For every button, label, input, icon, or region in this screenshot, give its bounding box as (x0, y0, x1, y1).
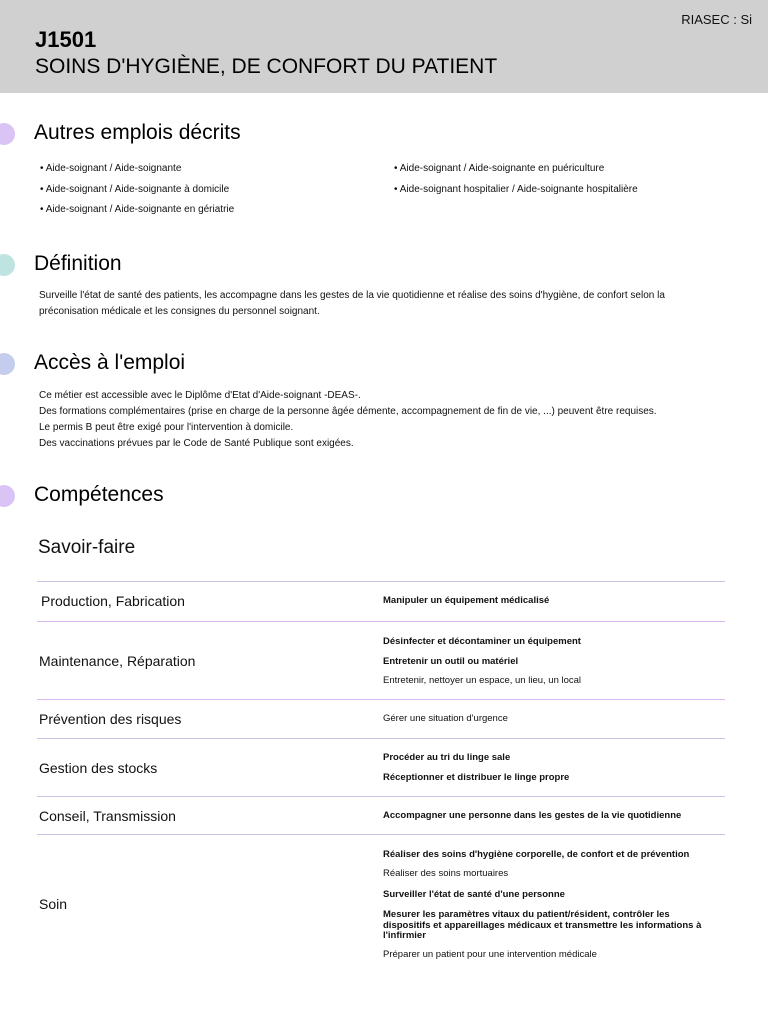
row-skill: Réaliser des soins d'hygiène corporelle, de confort et de prévention (383, 849, 690, 860)
row-category: Conseil, Transmission (39, 808, 176, 824)
row-skill: Réceptionner et distribuer le linge propre (383, 772, 570, 783)
job-title: SOINS D'HYGIÈNE, DE CONFORT DU PATIENT (35, 55, 498, 78)
row-skill: Entretenir, nettoyer un espace, un lieu, un local (383, 675, 582, 686)
definition-text: Surveille l'état de santé des patients, les accompagne dans les gestes de la vie quotidienne et réalise des soins d'hygiène, de confort selon la préconisation médicale et les consignes du personnel soignant. (39, 290, 665, 317)
row-skill: Accompagner une personne dans les gestes de la vie quotidienne (383, 810, 682, 821)
table-row (37, 738, 725, 797)
row-category: Soin (39, 896, 68, 912)
section-marker-dot (0, 123, 15, 145)
list-item: • Aide-soignant / Aide-soignante (40, 163, 182, 174)
list-item: • Aide-soignant hospitalier / Aide-soignante hospitalière (394, 183, 638, 195)
autres-emplois-col1 (40, 163, 234, 225)
row-category: Gestion des stocks (39, 760, 158, 776)
table-row (37, 834, 725, 971)
section-title-autres-emplois: Autres emplois décrits (34, 121, 241, 144)
row-skill: Préparer un patient pour une intervention médicale (383, 949, 597, 960)
list-item: • Aide-soignant / Aide-soignante à domicile (40, 183, 230, 195)
row-skill: Gérer une situation d'urgence (383, 713, 508, 724)
section-title-definition: Définition (34, 252, 122, 275)
row-category: Prévention des risques (39, 711, 182, 727)
table-row (37, 621, 725, 700)
row-skill: Entretenir un outil ou matériel (383, 656, 519, 667)
row-skill: Manipuler un équipement médicalisé (383, 595, 550, 606)
section-marker-dot (0, 485, 15, 507)
list-item: • Aide-soignant / Aide-soignante en gériatrie (40, 204, 235, 215)
list-item: • Aide-soignant / Aide-soignante en puériculture (394, 163, 605, 174)
row-skill: Procéder au tri du linge sale (383, 752, 511, 763)
autres-emplois-col2 (394, 163, 638, 204)
section-title-competences: Compétences (34, 483, 164, 506)
section-marker-dot (0, 254, 15, 276)
acces-text: Ce métier est accessible avec le Diplôme d'Etat d'Aide-soignant -DEAS-. Des formations complémentaires (prise en charge de la personne âgée démente, accompagnement de fin de vie, ...) peuvent être requises. Le permis B peut être exigé pour l'intervention à domicile. Des vaccinations prévues par le Code de Santé Publique sont exigées. (39, 390, 657, 449)
table-row (37, 581, 725, 622)
section-title-acces-emploi: Accès à l'emploi (34, 351, 186, 374)
job-code: J1501 (35, 27, 97, 52)
savoir-faire-heading: Savoir-faire (38, 537, 136, 558)
row-category: Production, Fabrication (41, 593, 185, 609)
row-skill: Réaliser des soins mortuaires (383, 868, 509, 879)
page-header (0, 0, 768, 93)
riasec-code: RIASEC : Si (681, 12, 752, 27)
row-category: Maintenance, Réparation (39, 653, 196, 669)
table-row (37, 796, 725, 835)
row-skill: Désinfecter et décontaminer un équipement (383, 636, 581, 647)
row-skill: Mesurer les paramètres vitaux du patient/résident, contrôler les dispositifs et appareillages médicaux et transmettre les informations à l'infirmier (383, 909, 702, 941)
section-marker-dot (0, 353, 15, 375)
table-row (37, 699, 725, 739)
row-skill: Surveiller l'état de santé d'une personne (383, 889, 565, 900)
